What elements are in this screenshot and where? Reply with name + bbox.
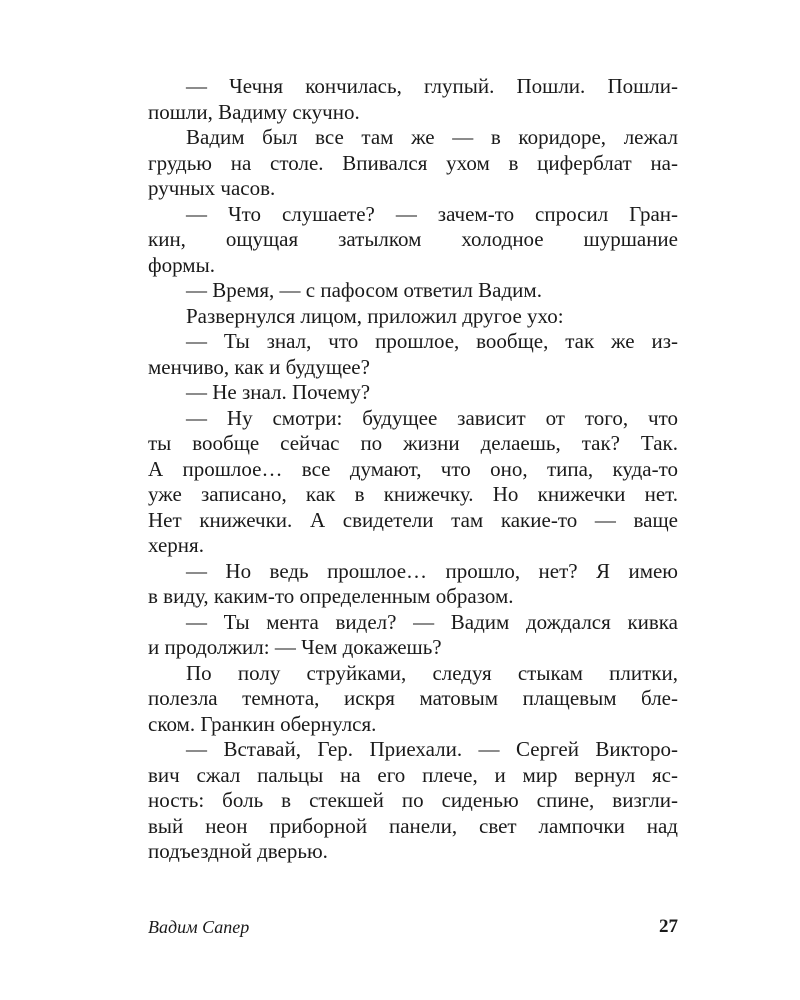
text-line: — Чечня кончилась, глупый. Пошли. Пошли- bbox=[186, 74, 678, 98]
text-line: менчиво, как и будущее? bbox=[148, 354, 370, 379]
text-line: подъездной дверью. bbox=[148, 839, 328, 863]
text-line: формы. bbox=[148, 252, 215, 277]
text-line: уже записано, как в книжечку. Но книжечки нет. bbox=[148, 482, 678, 506]
text-line: — Но ведь прошлое… прошло, нет? Я имею bbox=[186, 558, 678, 583]
text-line: херня. bbox=[148, 533, 204, 557]
text-line: — Ты знал, что прошлое, вообще, так же из- bbox=[186, 329, 678, 353]
text-line: кин, ощущая затылком холодное шуршание bbox=[148, 227, 678, 251]
text-line: вич сжал пальцы на его плече, и мир вернул яс- bbox=[148, 762, 678, 787]
text-line: вый неон приборной панели, свет лампочки над bbox=[148, 813, 678, 838]
text-line: пошли, Вадиму скучно. bbox=[148, 99, 360, 124]
text-line: — Не знал. Почему? bbox=[186, 380, 371, 404]
text-line: и продолжил: — Чем докажешь? bbox=[148, 635, 442, 659]
running-footer-author: Вадим Сапер bbox=[148, 917, 250, 937]
text-line: — Вставай, Гер. Приехали. — Сергей Викторо- bbox=[186, 737, 678, 761]
text-line: По полу струйками, следуя стыкам плитки, bbox=[186, 660, 678, 685]
text-line: грудью на столе. Впивался ухом в циферблат на- bbox=[148, 150, 678, 175]
text-line: — Ты мента видел? — Вадим дождался кивка bbox=[186, 609, 678, 634]
text-line: ском. Гранкин обернулся. bbox=[148, 711, 377, 736]
page-number: 27 bbox=[659, 916, 678, 937]
body-text bbox=[148, 74, 678, 865]
page-footer bbox=[148, 914, 678, 940]
text-line: — Ну смотри: будущее зависит от того, что bbox=[186, 405, 678, 430]
text-line: ручных часов. bbox=[148, 176, 276, 200]
text-line: ты вообще сейчас по жизни делаешь, так? Так. bbox=[148, 431, 678, 455]
text-line: — Что слушаете? — зачем-то спросил Гран- bbox=[186, 201, 678, 226]
text-line: Развернулся лицом, приложил другое ухо: bbox=[186, 303, 564, 328]
text-line: — Время, — с пафосом ответил Вадим. bbox=[186, 278, 542, 302]
text-line: Нет книжечки. А свидетели там какие-то — ваще bbox=[148, 507, 678, 532]
text-line: в виду, каким-то определенным образом. bbox=[148, 584, 514, 608]
text-line: А прошлое… все думают, что оно, типа, куда-то bbox=[148, 456, 678, 481]
text-line: ность: боль в стекшей по сиденью спине, визгли- bbox=[148, 788, 678, 812]
text-line: полезла темнота, искря матовым плащевым бле- bbox=[148, 686, 678, 710]
text-line: Вадим был все там же — в коридоре, лежал bbox=[186, 125, 678, 149]
